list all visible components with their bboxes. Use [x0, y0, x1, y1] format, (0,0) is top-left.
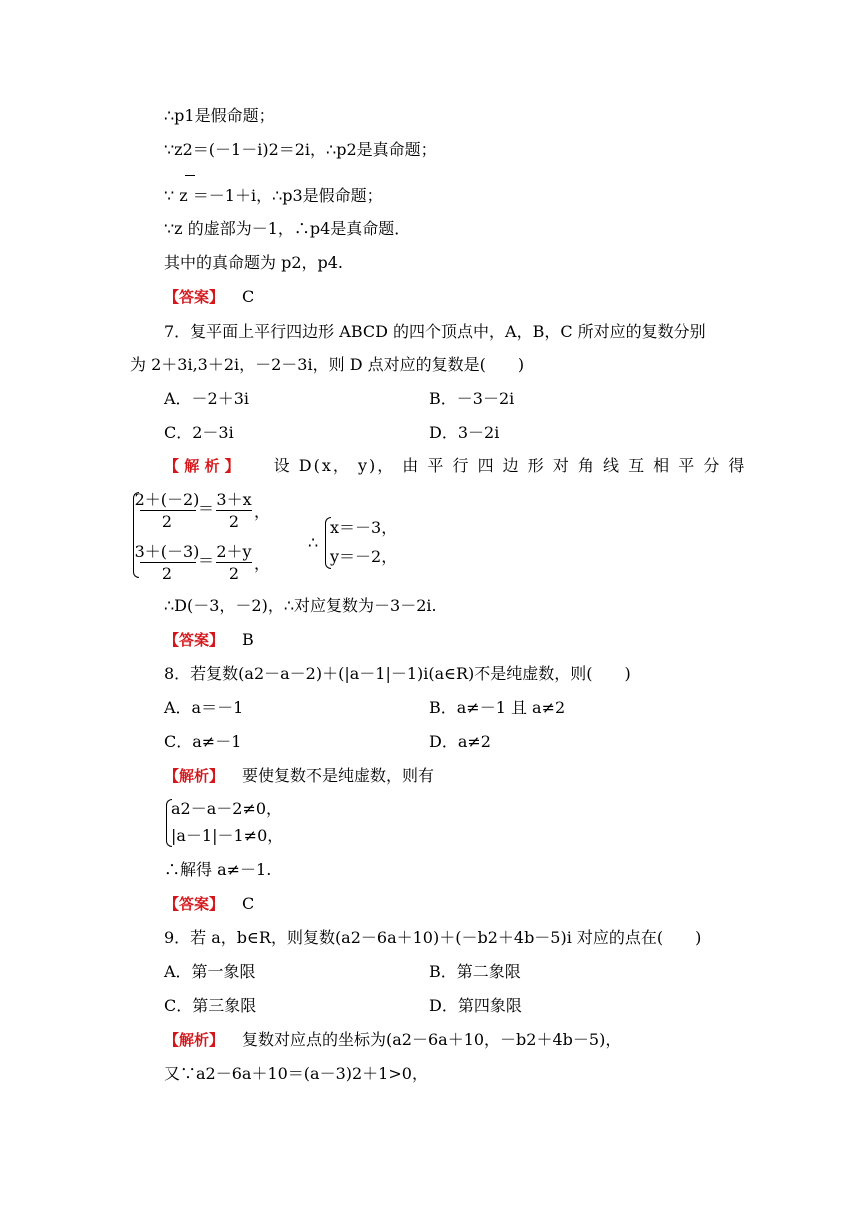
eq1-num-left: 2＋(－2) [134, 490, 200, 509]
eq2-comma: ， [254, 554, 271, 573]
eq1-den-left: 2 [161, 512, 173, 531]
q7-answer: B [242, 630, 254, 649]
fraction-bar [140, 562, 196, 563]
q9-analysis-row: 【解析】 复数对应点的坐标为(a2－6a＋10，－b2＋4b－5)， [164, 1030, 622, 1049]
answer-label: 【答案】 [164, 895, 225, 913]
eq1-den-right: 2 [228, 512, 240, 531]
fraction-bar [216, 562, 252, 563]
q6-answer-row [164, 287, 254, 307]
q8-option-d: D．a≠2 [429, 732, 491, 751]
q8-stem: 8．若复数(a2－a－2)＋(|a－1|－1)i(a∈R)不是纯虚数，则( ) [164, 664, 631, 683]
solution-x: x＝－3， [330, 518, 398, 537]
q8-answer-row [164, 894, 254, 914]
q7-stem-line1: 7．复平面上平行四边形 ABCD 的四个顶点中，A，B，C 所对应的复数分别 [164, 322, 706, 341]
q7-option-a: A．－2＋3i [164, 389, 250, 408]
q8-condition-2: |a－1|－1≠0， [171, 826, 284, 845]
analysis-label: 【 解 析 】 [164, 457, 240, 475]
eq1-comma: ， [254, 502, 271, 521]
q7-option-b: B．－3－2i [429, 389, 515, 408]
analysis-label: 【解析】 [164, 767, 225, 785]
q9-option-d: D．第四象限 [429, 996, 522, 1015]
eq1-sign: ＝ [198, 499, 215, 518]
q8-option-b: B．a≠－1 且 a≠2 [429, 698, 566, 717]
eq2-den-left: 2 [161, 564, 173, 583]
q9-analysis-line2: 又∵a2－6a＋10＝(a－3)2＋1>0， [164, 1064, 428, 1083]
q9-option-a: A．第一象限 [164, 962, 256, 981]
q7-answer-row [164, 630, 254, 650]
proof-line-p2: ∵z2＝(－1－i)2＝2i，∴p2是真命题； [164, 140, 437, 159]
q7-stem-line2: 为 2＋3i,3＋2i，－2－3i，则 D 点对应的复数是( ) [130, 355, 525, 374]
fraction-bar [140, 510, 196, 511]
fraction-bar [216, 510, 252, 511]
q7-analysis-row: 【 解 析 】 设 D(x， y)， 由 平 行 四 边 形 对 角 线 互 相 平 分 得 [164, 456, 747, 475]
proof-line-summary: 其中的真命题为 p2，p4. [164, 253, 344, 272]
q8-conclusion: ∴解得 a≠－1. [164, 860, 272, 879]
q8-answer: C [242, 894, 255, 913]
q8-option-c: C．a≠－1 [164, 732, 242, 751]
q6-answer: C [242, 287, 255, 306]
q8-option-a: A．a＝－1 [164, 698, 244, 717]
answer-label: 【答案】 [164, 631, 225, 649]
q7-option-c: C．2－3i [164, 423, 234, 442]
eq1-num-right: 3＋x [216, 490, 252, 509]
eq2-num-right: 2＋y [216, 542, 252, 561]
q8-condition-1: a2－a－2≠0， [171, 799, 283, 818]
proof-line-p3: ∵ z ＝－1＋i，∴p3是假命题； [164, 186, 383, 205]
q9-option-c: C．第三象限 [164, 996, 257, 1015]
eq2-sign: ＝ [198, 551, 215, 570]
eq2-den-right: 2 [228, 564, 240, 583]
answer-label: 【答案】 [164, 288, 225, 306]
analysis-label: 【解析】 [164, 1031, 225, 1049]
conjugate-bar [185, 175, 195, 176]
q8-analysis-row: 【解析】 要使复数不是纯虚数，则有 [164, 766, 435, 785]
proof-line-p4: ∵z 的虚部为－1，∴p4是真命题． [164, 219, 411, 238]
q9-stem: 9．若 a，b∈R，则复数(a2－6a＋10)＋(－b2＋4b－5)i 对应的点在( ) [164, 928, 702, 947]
q9-option-b: B．第二象限 [429, 962, 521, 981]
q7-option-d: D．3－2i [429, 423, 500, 442]
solution-y: y＝－2， [330, 547, 398, 566]
proof-line-p1: ∴p1是假命题； [164, 106, 275, 125]
q7-conclusion: ∴D(－3，－2)，∴对应复数为－3－2i. [164, 596, 437, 615]
therefore-symbol: ∴ [308, 533, 319, 552]
eq2-num-left: 3＋(－3) [134, 542, 200, 561]
